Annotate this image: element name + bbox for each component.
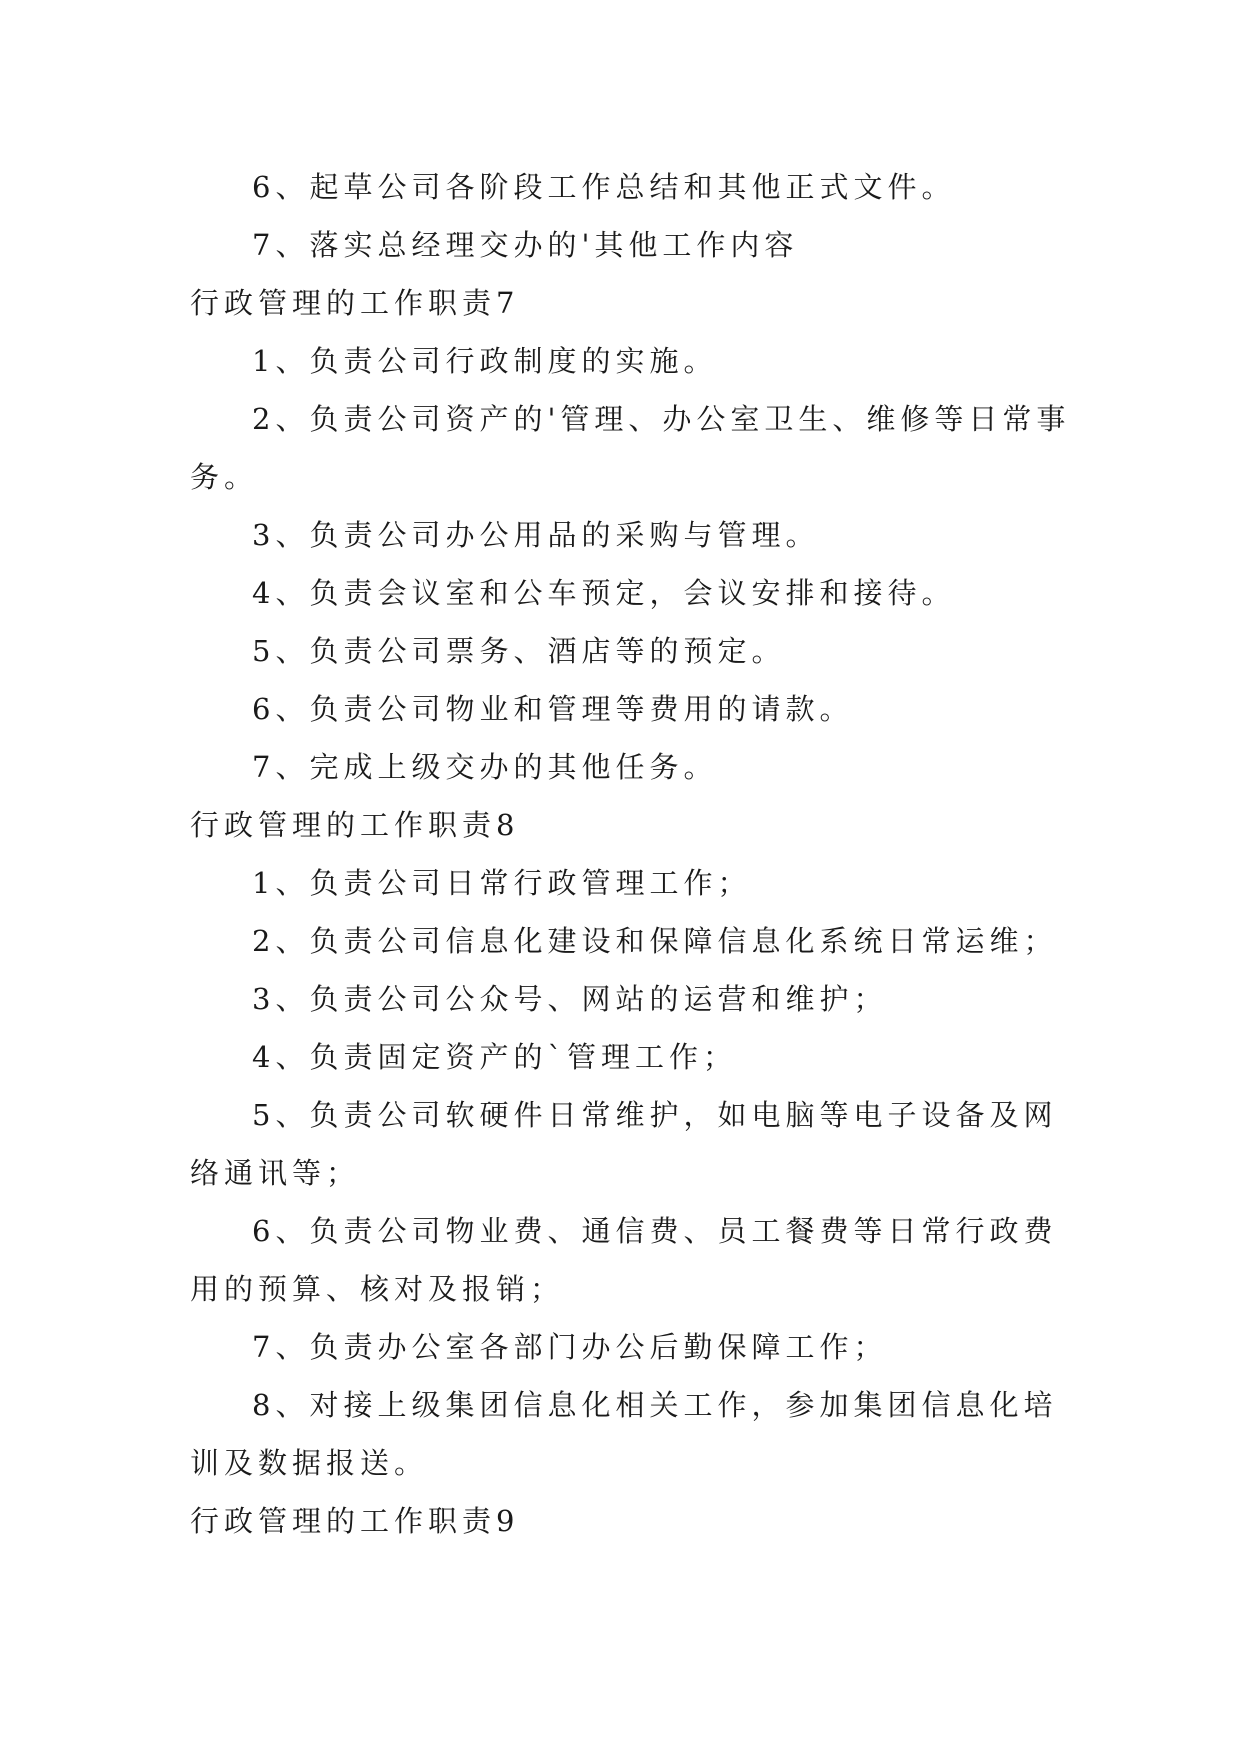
paragraph-line: 训及数据报送。 xyxy=(190,1446,429,1480)
paragraph-line: 5、负责公司票务、酒店等的预定。 xyxy=(252,634,786,668)
document-body xyxy=(190,158,1071,1550)
paragraph-line: 7、负责办公室各部门办公后勤保障工作； xyxy=(252,1330,888,1364)
paragraph-line: 8、对接上级集团信息化相关工作，参加集团信息化培 xyxy=(252,1388,1058,1422)
paragraph-line: 6、负责公司物业费、通信费、员工餐费等日常行政费 xyxy=(252,1214,1058,1248)
section-heading: 行政管理的工作职责9 xyxy=(190,1504,520,1538)
paragraph-line: 4、负责会议室和公车预定，会议安排和接待。 xyxy=(252,576,956,610)
paragraph-line: 4、负责固定资产的`管理工作； xyxy=(252,1040,737,1074)
paragraph-line: 用的预算、核对及报销； xyxy=(190,1272,565,1306)
paragraph-line: 6、负责公司物业和管理等费用的请款。 xyxy=(252,692,854,726)
paragraph-line: 2、负责公司信息化建设和保障信息化系统日常运维； xyxy=(252,924,1058,958)
paragraph-line: 1、负责公司行政制度的实施。 xyxy=(252,344,718,378)
paragraph-line: 3、负责公司办公用品的采购与管理。 xyxy=(252,518,820,552)
paragraph-line: 5、负责公司软硬件日常维护，如电脑等电子设备及网 xyxy=(252,1098,1058,1132)
paragraph-line: 3、负责公司公众号、网站的运营和维护； xyxy=(252,982,888,1016)
paragraph-line: 1、负责公司日常行政管理工作； xyxy=(252,866,752,900)
paragraph-line: 6、起草公司各阶段工作总结和其他正式文件。 xyxy=(252,170,956,204)
paragraph-line: 2、负责公司资产的'管理、办公室卫生、维修等日常事 xyxy=(252,402,1071,436)
paragraph-line: 7、落实总经理交办的'其他工作内容 xyxy=(252,228,799,262)
paragraph-line: 务。 xyxy=(190,460,259,494)
paragraph-line: 络通讯等； xyxy=(190,1156,361,1190)
section-heading: 行政管理的工作职责8 xyxy=(190,808,520,842)
section-heading: 行政管理的工作职责7 xyxy=(190,286,520,320)
paragraph-line: 7、完成上级交办的其他任务。 xyxy=(252,750,718,784)
